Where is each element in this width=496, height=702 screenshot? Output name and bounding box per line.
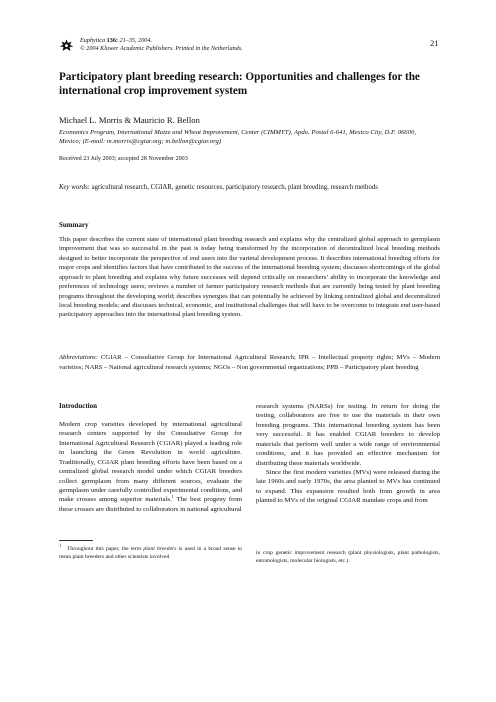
journal-volume: 136: [106,37,118,44]
footnote-divider [59,540,93,541]
introduction-heading: Introduction [59,402,97,410]
author-affiliation: Economics Program, International Maize and Wheat Improvement, Center (CIMMYT), Apdo. Postal 6-641, Mexico City, D.F. 06600, Mexico; (E-mail: m.morris@cgiar.org; m.bellon@cgiar.org) [59,129,416,146]
page-number: 21 [430,38,439,48]
received-dates: Received 23 July 2003; accepted 28 November 2003 [59,156,188,162]
intro-paragraph-1-continued: research systems (NARSs) for testing. In return for doing the testing, collaborators are free to use the materials in their own breeding programs. This international breeding system has been very successful. It has enabled CGIAR breeders to develop materials that perform well under a wide range of environmental conditions, and it has provided an effective mechanism for distributing these materials worldwide. [256,403,440,467]
footnote-1 [59,545,242,561]
article-authors: Michael L. Morris & Mauricio R. Bellon [59,115,200,125]
footnote-text-before: Throughout this paper, the term [67,546,144,552]
intro-paragraph-2: Since the first modern varieties (MVs) were released during the late 1960s and early 1970s, the area planted to MVs has continued to expand. This expansion resulted both from growth in area planted to MVs of the original CGIAR mandate crops and from [256,468,440,505]
summary-text: This paper describes the current state of international plant breeding research and explains why the centralized global approach to germplasm improvement that was so successful in the past is today being transformed by the incorporation of decentralized local breeding methods designed to better incorporate the perspective of end users into the varietal development process. It describes international breeding efforts for major crops and identifies factors that have contributed to the success of the international breeding system; discusses shortcomings of the global approach to plant breeding and explains why future successes will depend critically on researchers’ ability to incorporate the knowledge and preferences of technology users; reviews a number of farmer participatory research methods that are currently being tested by plant breeding programs throughout the developing world; describes synergies that can potentially be achieved by linking centralized global and decentralized local breeding models; and discusses technical, economic, and institutional challenges that will have to be overcome to integrate end user-based participatory approaches into the international plant breeding system. [59,236,440,319]
keywords-label: Key words: [59,184,90,191]
publisher-logo-icon [59,39,74,52]
summary-heading: Summary [59,221,89,229]
abbreviations-block [59,353,440,372]
introduction-right-column [256,402,440,506]
journal-pages-year: 21–35, 2004. [119,37,153,44]
keywords-block [59,183,439,193]
journal-header [59,37,439,57]
footnote-text-after: is used in a broad sense to mean plant breeders and other scientists involved [59,546,243,560]
intro-paragraph-1-tail: The best progeny from these crosses are distributed to collaborators in national agricultural [59,496,242,513]
article-title: Participatory plant breeding research: Opportunities and challenges for the international crop improvement system [59,71,420,97]
intro-paragraph-1: Modern crop varieties developed by international agricultural research centers supported by the Consultative Group for International Agricultural Research (CGIAR) played a leading role in launching the Green Revolution in world agriculture. Traditionally, CGIAR plant breeding efforts have been based on a centralized global research model under which CGIAR breeders collect germplasm from many different sources, evaluate the germplasm under carefully controlled experimental conditions, and make crosses among superior materials. [59,421,242,504]
copyright-line: © 2004 Kluwer Academic Publishers. Printed in the Netherlands. [80,45,243,52]
journal-citation [80,37,243,53]
abbreviations-text: CGIAR – Consultative Group for International Agricultural Research; IPR – Intellectual property rights; MVs – Modern varieties; NARS – National agricultural research systems; NGOs – Non governmental organizations; PPB – Participatory plant breeding [59,354,441,371]
footnote-1-continued: in crop genetic improvement research (plant physiologists, plant pathologists, entomologists, molecular biologists, etc.). [256,550,440,564]
footnote-marker: 1 [171,494,174,500]
introduction-left-column [59,420,242,514]
keywords-text: agricultural research, CGIAR, genetic resources, participatory research, plant breeding, research methods [91,184,378,191]
journal-name: Euphytica [80,37,106,44]
footnote-number: 1 [59,543,62,549]
abbreviations-label: Abbreviations: [59,354,98,361]
footnote-italic-term: plant breeders [143,546,177,552]
